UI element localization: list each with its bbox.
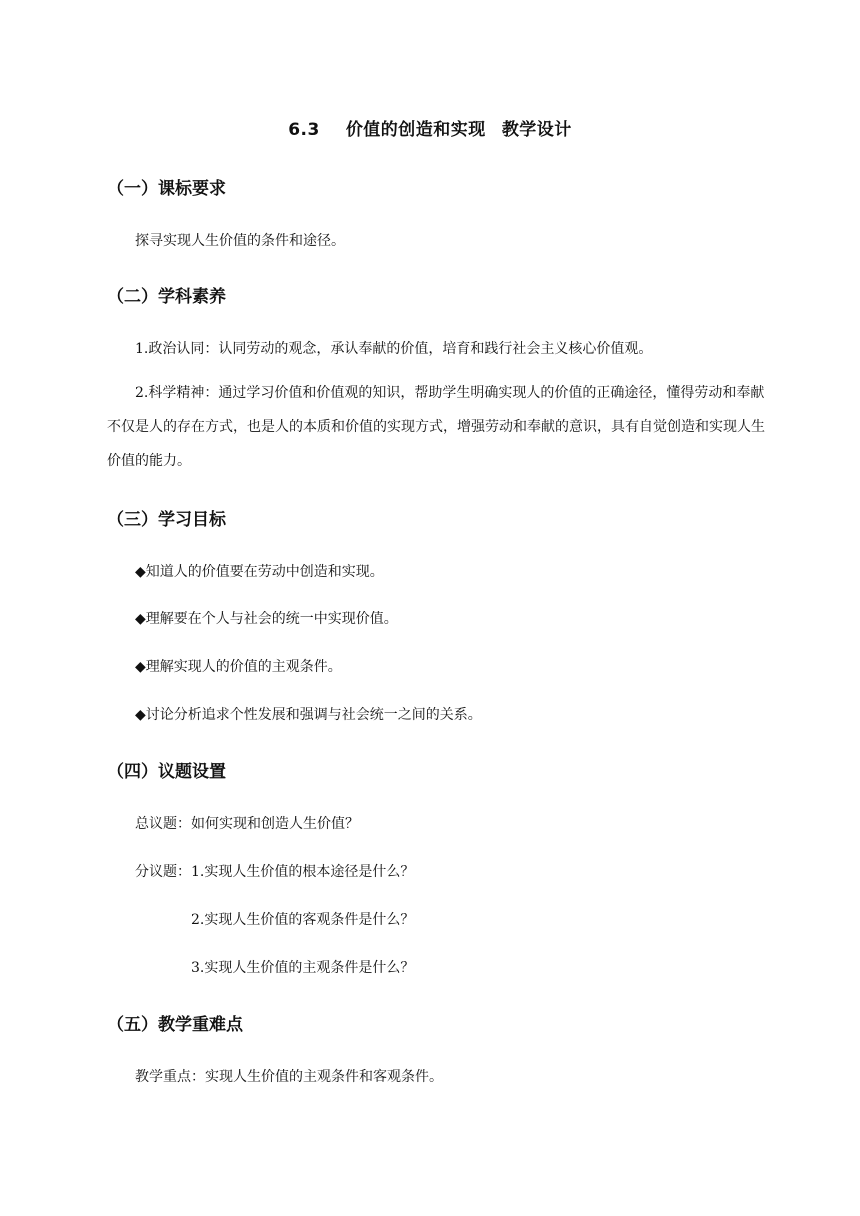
section-heading: （一）课标要求 <box>107 179 226 199</box>
section-heading: （五）教学重难点 <box>107 1015 243 1035</box>
title-suffix: 教学设计 <box>501 120 572 140</box>
objective-item: ◆理解实现人的价值的主观条件。 <box>135 659 342 675</box>
title-number: 6.3 <box>288 120 320 140</box>
sub-topic-label: 分议题： <box>135 864 191 880</box>
title-main: 价值的创造和实现 <box>345 120 486 140</box>
curriculum-text: 探寻实现人生价值的条件和途径。 <box>135 233 345 249</box>
literacy-item: 2.科学精神：通过学习价值和价值观的知识，帮助学生明确实现人的价值的正确途径，懂得劳动和奉献不仅是人的存在方式，也是人的本质和价值的实现方式，增强劳动和奉献的意识，具有自觉创造和实现人生价值的能力。 <box>107 385 765 469</box>
section-heading: （四）议题设置 <box>107 762 226 782</box>
key-points-text: 教学重点：实现人生价值的主观条件和客观条件。 <box>135 1069 443 1085</box>
section-heading: （二）学科素养 <box>107 287 226 307</box>
sub-topic-item: 3.实现人生价值的主观条件是什么？ <box>191 960 415 976</box>
sub-topic-item: 2.实现人生价值的客观条件是什么？ <box>191 912 415 928</box>
objective-item: ◆讨论分析追求个性发展和强调与社会统一之间的关系。 <box>135 707 482 723</box>
objective-item: ◆知道人的价值要在劳动中创造和实现。 <box>135 564 384 580</box>
objective-item: ◆理解要在个人与社会的统一中实现价值。 <box>135 611 398 627</box>
page-title <box>0 115 860 140</box>
sub-topic-item: 1.实现人生价值的根本途径是什么？ <box>191 864 415 880</box>
literacy-item: 1.政治认同：认同劳动的观念，承认奉献的价值，培育和践行社会主义核心价值观。 <box>135 341 653 357</box>
section-heading: （三）学习目标 <box>107 510 226 530</box>
main-topic: 总议题：如何实现和创造人生价值？ <box>135 816 359 832</box>
